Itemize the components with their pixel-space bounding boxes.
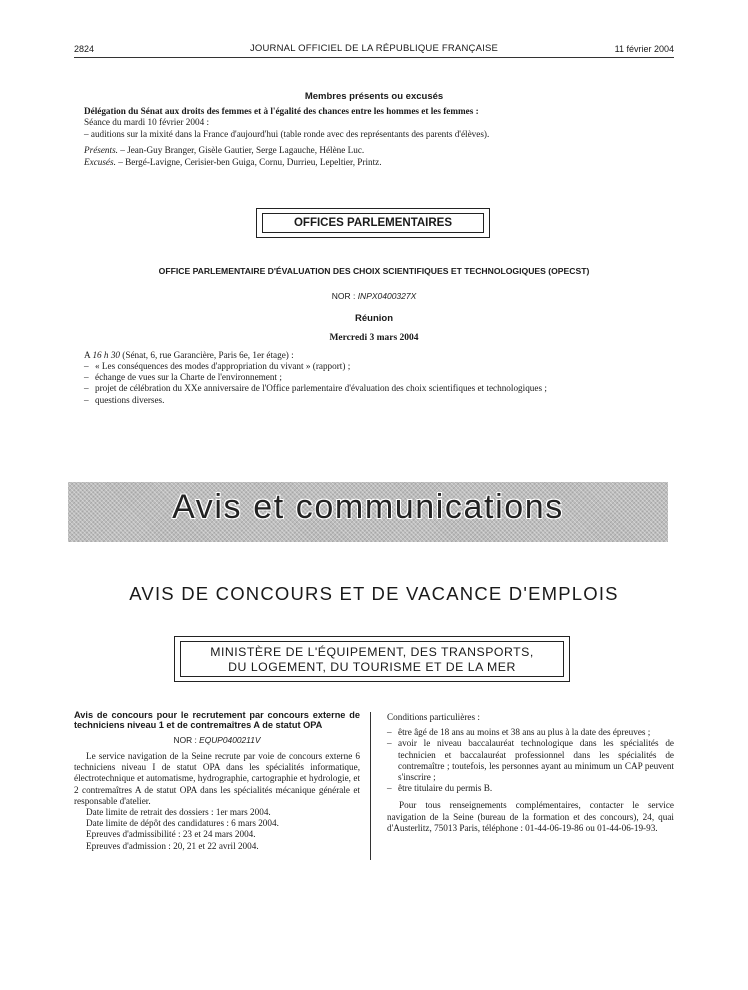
reunion-agenda bbox=[84, 361, 547, 406]
offices-box bbox=[256, 208, 490, 238]
presents-names: – Jean-Guy Branger, Gisèle Gautier, Serge Lagauche, Hélène Luc. bbox=[117, 145, 365, 155]
avis-body: Le service navigation de la Seine recrute par voie de concours externe 6 techniciens niveau I de statut OPA dans les spécialités informatique, électrotechnique et automatisme, hydrographie, cartographie et hydrologie, et 2 contremaîtres A de statut OPA dans les spécialités mécanique générale et responsable d'atelier. bbox=[74, 751, 360, 806]
excuses-label: Excusés. bbox=[84, 157, 116, 167]
avis-nor bbox=[74, 735, 360, 746]
excuses-names: – Bergé-Lavigne, Cerisier-ben Guiga, Cornu, Durrieu, Lepeltier, Printz. bbox=[115, 157, 382, 167]
conditions-heading: Conditions particulières : bbox=[387, 712, 480, 722]
nor-value: INPX0400327X bbox=[357, 291, 417, 301]
agenda-item: – questions diverses. bbox=[84, 395, 547, 406]
avis-date: Epreuves d'admission : 20, 21 et 22 avril 2004. bbox=[86, 840, 259, 851]
concours-heading: AVIS DE CONCOURS ET DE VACANCE D'EMPLOIS bbox=[129, 583, 619, 604]
avis-title: Avis de concours pour le recrutement par concours externe de techniciens niveau 1 et de contremaîtres A de statut OPA bbox=[74, 710, 360, 731]
reunion-time: 16 h 30 bbox=[92, 350, 120, 360]
office-title: OFFICE PARLEMENTAIRE D'ÉVALUATION DES CHOIX SCIENTIFIQUES ET TECHNOLOGIQUES (OPECST) bbox=[158, 266, 590, 276]
ministry-box bbox=[174, 636, 570, 682]
reunion-heading: Réunion bbox=[355, 313, 393, 324]
ministry-line-2: DU LOGEMENT, DU TOURISME ET DE LA MER bbox=[228, 660, 516, 674]
members-heading: Membres présents ou excusés bbox=[304, 91, 444, 102]
condition-item: – être titulaire du permis B. bbox=[387, 783, 674, 794]
avis-left-column bbox=[74, 710, 360, 852]
office-nor bbox=[0, 291, 748, 301]
condition-item: – avoir le niveau baccalauréat technologique dans les spécialités de technicien et baccalauréat professionnel dans les spécialités de contremaître ; toutefois, les personnes ayant au minimum un CAP peuvent s'inscrire ; bbox=[387, 738, 674, 783]
agenda-item: – « Les conséquences des modes d'appropriation du vivant » (rapport) ; bbox=[84, 361, 547, 372]
reunion-time-line bbox=[84, 350, 294, 361]
ministry-line-1: MINISTÈRE DE L'ÉQUIPEMENT, DES TRANSPORTS, bbox=[210, 645, 534, 659]
condition-item: – être âgé de 18 ans au moins et 38 ans au plus à la date des épreuves ; bbox=[387, 727, 674, 738]
banner-title: Avis et communications bbox=[172, 488, 564, 526]
reunion-location: (Sénat, 6, rue Garancière, Paris 6e, 1er étage) : bbox=[120, 350, 294, 360]
agenda-item: – projet de célébration du XXe anniversaire de l'Office parlementaire d'évaluation des choix scientifiques et technologiques ; bbox=[84, 383, 547, 394]
seance-line: Séance du mardi 10 février 2004 : bbox=[84, 117, 210, 127]
avis-right-column bbox=[387, 712, 674, 834]
column-divider bbox=[370, 712, 371, 860]
avis-nor-label: NOR : bbox=[173, 734, 200, 745]
nor-label: NOR : bbox=[331, 291, 358, 301]
agenda-item: – échange de vues sur la Charte de l'environnement ; bbox=[84, 372, 547, 383]
presents-line bbox=[84, 145, 364, 156]
offices-box-title: OFFICES PARLEMENTAIRES bbox=[262, 213, 484, 233]
journal-title: JOURNAL OFFICIEL DE LA RÉPUBLIQUE FRANÇAISE bbox=[249, 43, 499, 54]
reunion-date: Mercredi 3 mars 2004 bbox=[329, 333, 419, 343]
header-date: 11 février 2004 bbox=[614, 44, 674, 54]
excuses-line bbox=[84, 157, 382, 168]
contact-paragraph: Pour tous renseignements complémentaires, contacter le service navigation de la Seine (bureau de la formation et des concours), 24, quai d'Austerlitz, 75013 Paris, téléphone : 01-44-06-19-86 ou 01-44-06-19-93. bbox=[387, 800, 674, 833]
time-prefix: A bbox=[84, 350, 93, 360]
seance-agenda: – auditions sur la mixité dans la France d'aujourd'hui (table ronde avec des représentants des parents d'élèves). bbox=[84, 129, 490, 139]
delegation-title: Délégation du Sénat aux droits des femmes et à l'égalité des chances entre les hommes et les femmes : bbox=[84, 106, 479, 116]
page-number: 2824 bbox=[74, 44, 95, 54]
avis-banner bbox=[68, 482, 668, 542]
presents-label: Présents. bbox=[84, 145, 118, 155]
avis-date: Date limite de dépôt des candidatures : 6 mars 2004. bbox=[86, 818, 279, 829]
avis-date: Date limite de retrait des dossiers : 1er mars 2004. bbox=[86, 807, 271, 818]
avis-nor-value: EQUP0400211V bbox=[199, 734, 261, 745]
header-rule bbox=[74, 57, 674, 58]
avis-date: Epreuves d'admissibilité : 23 et 24 mars 2004. bbox=[86, 829, 256, 840]
